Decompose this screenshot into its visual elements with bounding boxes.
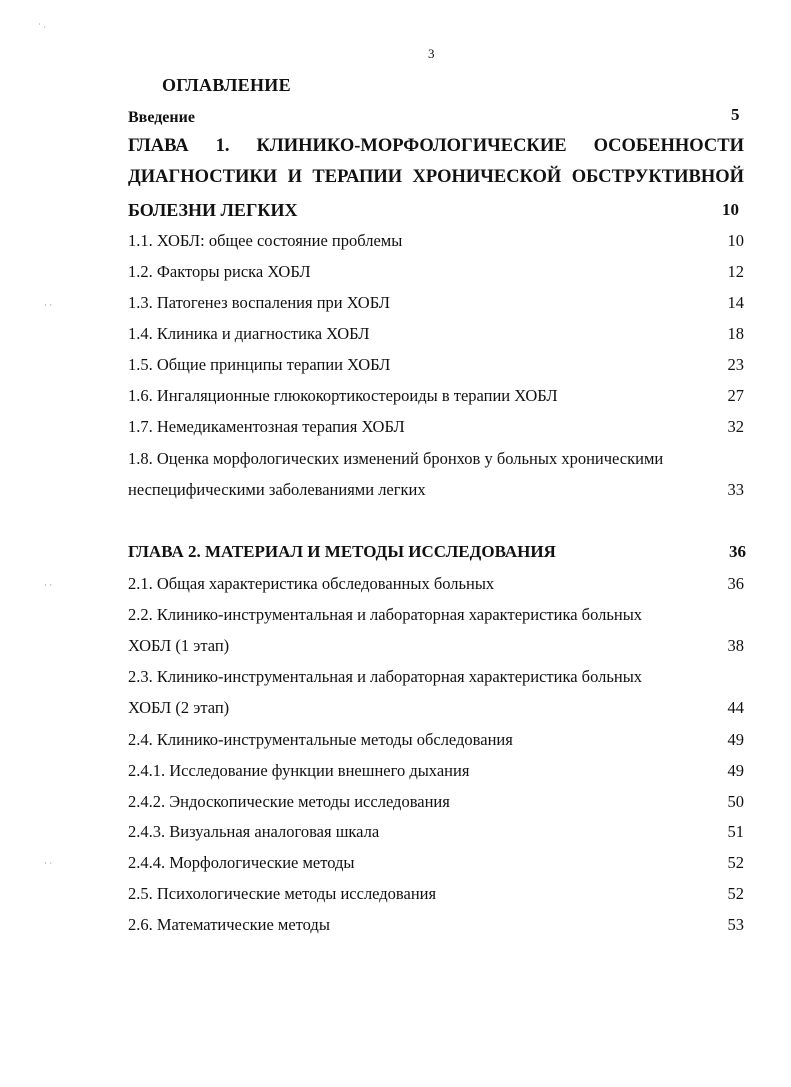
scan-speck: ˙ · bbox=[38, 22, 47, 32]
toc-entry-label: 2.4.1. Исследование функции внешнего дыхания bbox=[128, 761, 470, 780]
toc-entry-page: 49 bbox=[727, 730, 744, 749]
toc-entry-1-3[interactable] bbox=[128, 293, 744, 313]
toc-entry-page: 51 bbox=[727, 822, 744, 841]
toc-chapter1-heading-line2[interactable]: ДИАГНОСТИКИ И ТЕРАПИИ ХРОНИЧЕСКОЙ ОБСТРУКТИВНОЙ bbox=[128, 167, 744, 187]
toc-entry-label: 2.1. Общая характеристика обследованных больных bbox=[128, 574, 495, 593]
toc-entry-2-4-3[interactable] bbox=[128, 822, 744, 842]
toc-entry-page: 33 bbox=[727, 480, 744, 499]
toc-chapter1-heading-line3[interactable]: БОЛЕЗНИ ЛЕГКИХ bbox=[128, 200, 298, 220]
toc-entry-label: 1.5. Общие принципы терапии ХОБЛ bbox=[128, 355, 391, 374]
toc-entry-2-4[interactable] bbox=[128, 730, 744, 750]
toc-entry-2-4-4[interactable] bbox=[128, 853, 744, 873]
toc-entry-1-6[interactable] bbox=[128, 386, 744, 406]
toc-entry-1-8[interactable] bbox=[128, 480, 744, 500]
toc-intro-page: 5 bbox=[731, 105, 740, 124]
toc-entry-label: 1.3. Патогенез воспаления при ХОБЛ bbox=[128, 293, 390, 312]
toc-entry-page: 14 bbox=[727, 293, 744, 312]
toc-entry-page: 53 bbox=[727, 915, 744, 934]
toc-entry-page: 38 bbox=[727, 636, 744, 655]
toc-entry-1-1[interactable] bbox=[128, 231, 744, 251]
toc-entry-page: 32 bbox=[727, 417, 744, 436]
toc-entry-2-4-1[interactable] bbox=[128, 761, 744, 781]
toc-entry-label: 1.2. Факторы риска ХОБЛ bbox=[128, 262, 311, 281]
toc-entry-2-2-line1[interactable]: 2.2. Клинико-инструментальная и лабораторная характеристика больных bbox=[128, 605, 643, 624]
toc-entry-2-4-2[interactable] bbox=[128, 792, 744, 812]
toc-entry-label: 2.4. Клинико-инструментальные методы обследования bbox=[128, 730, 513, 749]
toc-entry-page: 23 bbox=[727, 355, 744, 374]
toc-entry-page: 27 bbox=[727, 386, 744, 405]
toc-entry-label: 1.6. Ингаляционные глюкокортикостероиды в терапии ХОБЛ bbox=[128, 386, 558, 405]
toc-entry-label: 1.1. ХОБЛ: общее состояние проблемы bbox=[128, 231, 403, 250]
toc-chapter1-heading-line1[interactable]: ГЛАВА 1. КЛИНИКО-МОРФОЛОГИЧЕСКИЕ ОСОБЕННОСТИ bbox=[128, 136, 744, 156]
toc-chapter2-label: ГЛАВА 2. МАТЕРИАЛ И МЕТОДЫ ИССЛЕДОВАНИЯ bbox=[128, 542, 556, 561]
toc-entry-2-3-line1[interactable]: 2.3. Клинико-инструментальная и лабораторная характеристика больных bbox=[128, 667, 643, 686]
toc-entry-page: 52 bbox=[727, 853, 744, 872]
toc-intro-label[interactable]: Введение bbox=[128, 109, 195, 126]
toc-entry-page: 44 bbox=[727, 698, 744, 717]
scan-speck: · · bbox=[44, 858, 53, 868]
toc-entry-label: 2.5. Психологические методы исследования bbox=[128, 884, 437, 903]
toc-title: ОГЛАВЛЕНИЕ bbox=[162, 75, 291, 95]
toc-entry-page: 50 bbox=[727, 792, 744, 811]
toc-entry-1-2[interactable] bbox=[128, 262, 744, 282]
toc-entry-label: 1.7. Немедикаментозная терапия ХОБЛ bbox=[128, 417, 405, 436]
toc-entry-label: неспецифическими заболеваниями легких bbox=[128, 480, 426, 499]
toc-chapter1-page: 10 bbox=[722, 200, 739, 219]
toc-entry-page: 36 bbox=[727, 574, 744, 593]
toc-entry-label: 2.6. Математические методы bbox=[128, 915, 330, 934]
toc-entry-label: 2.4.3. Визуальная аналоговая шкала bbox=[128, 822, 380, 841]
toc-entry-label: ХОБЛ (2 этап) bbox=[128, 698, 230, 717]
toc-entry-page: 12 bbox=[727, 262, 744, 281]
toc-entry-1-4[interactable] bbox=[128, 324, 744, 344]
toc-entry-2-3[interactable] bbox=[128, 698, 744, 718]
toc-entry-1-8-line1[interactable]: 1.8. Оценка морфологических изменений бронхов у больных хроническими bbox=[128, 449, 664, 468]
page-number: 3 bbox=[428, 46, 435, 61]
toc-entry-label: 1.4. Клиника и диагностика ХОБЛ bbox=[128, 324, 370, 343]
toc-chapter2-page: 36 bbox=[729, 542, 746, 561]
toc-chapter2-heading[interactable] bbox=[128, 542, 746, 562]
toc-entry-page: 10 bbox=[727, 231, 744, 250]
toc-entry-page: 49 bbox=[727, 761, 744, 780]
toc-entry-1-7[interactable] bbox=[128, 417, 744, 437]
toc-entry-2-2[interactable] bbox=[128, 636, 744, 656]
toc-entry-label: 2.4.2. Эндоскопические методы исследования bbox=[128, 792, 450, 811]
toc-entry-label: ХОБЛ (1 этап) bbox=[128, 636, 230, 655]
toc-entry-label: 2.4.4. Морфологические методы bbox=[128, 853, 355, 872]
scan-speck: · · bbox=[44, 580, 53, 590]
toc-entry-1-5[interactable] bbox=[128, 355, 744, 375]
toc-entry-2-1[interactable] bbox=[128, 574, 744, 594]
toc-entry-2-6[interactable] bbox=[128, 915, 744, 935]
toc-entry-page: 18 bbox=[727, 324, 744, 343]
toc-entry-page: 52 bbox=[727, 884, 744, 903]
scan-speck: · · bbox=[44, 300, 53, 310]
toc-entry-2-5[interactable] bbox=[128, 884, 744, 904]
